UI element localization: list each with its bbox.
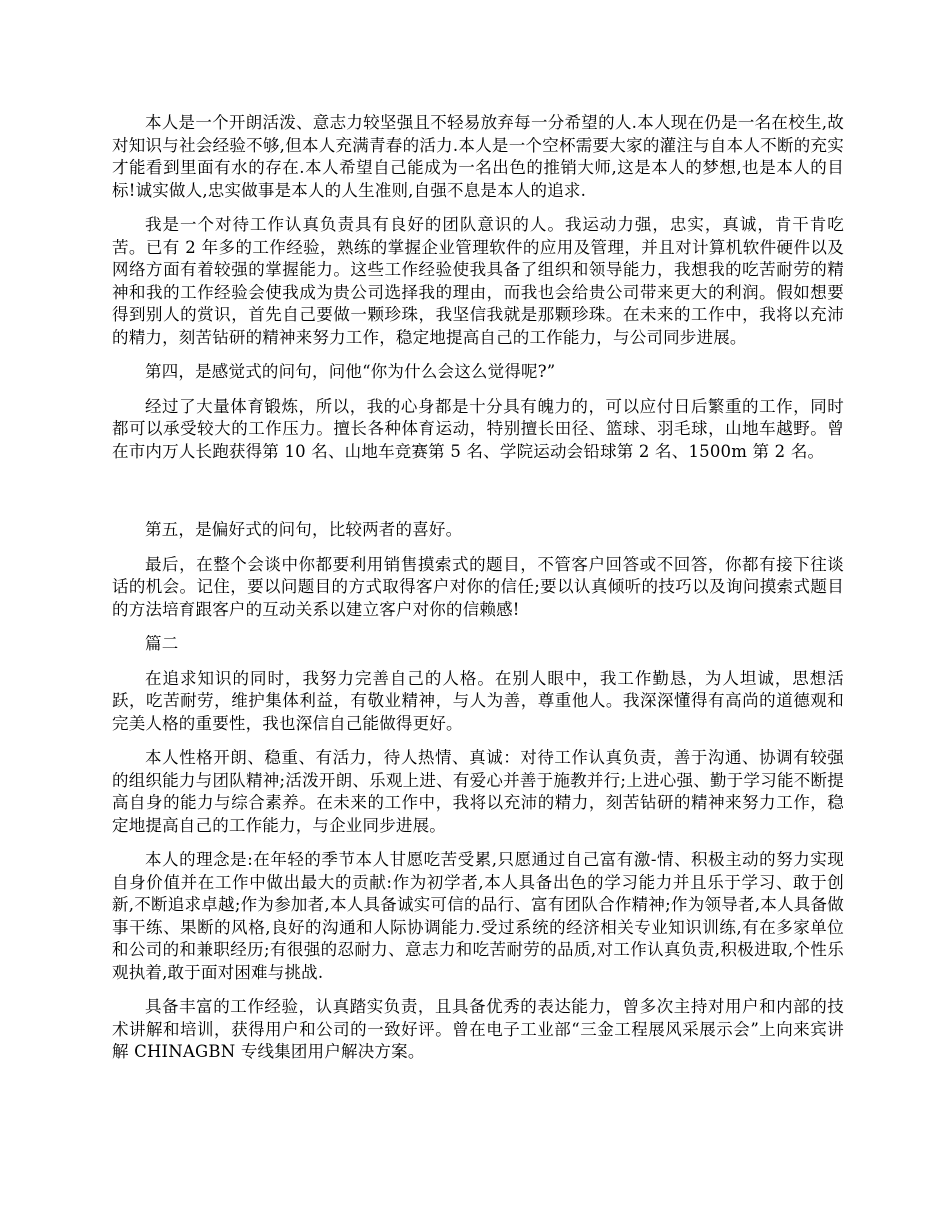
section-heading-part-two: 篇二 (145, 634, 179, 653)
paragraph-personality: 在追求知识的同时，我努力完善自己的人格。在别人眼中，我工作勤恳，为人坦诚，思想活跃，吃苦耐劳，维护集体利益，有敬业精神，与人为善，尊重他人。我深深懂得有高尚的道德观和完美人格的重要性，我也深信自己能做得更好。 (112, 668, 844, 733)
paragraph-self-intro: 本人是一个开朗活泼、意志力较坚强且不轻易放弃每一分希望的人.本人现在仍是一名在校生,故对知识与社会经验不够,但本人充满青春的活力.本人是一个空杯需要大家的灌注与自本人不断的充实才能看到里面有水的存在.本人希望自己能成为一名出色的推销大师,这是本人的梦想,也是本人的目标!诚实做人,忠实做事是本人的人生准则,自强不息是本人的追求. (112, 113, 844, 200)
document-page (112, 112, 844, 1076)
paragraph-fifth-question: 第五，是偏好式的问句，比较两者的喜好。 (145, 520, 463, 539)
blank-gap (112, 475, 844, 519)
paragraph-experience: 具备丰富的工作经验，认真踏实负责，且具备优秀的表达能力，曾多次主持对用户和内部的技术讲解和培训，获得用户和公司的一致好评。曾在电子工业部“三金工程展风采展示会”上向来宾讲解 CHINAGBN 专线集团用户解决方案。 (112, 997, 844, 1061)
paragraph-finally: 最后，在整个会谈中你都要利用销售摸索式的题目，不管客户回答或不回答，你都有接下往谈话的机会。记住，要以问题目的方式取得客户对你的信任;要以认真倾听的技巧以及询问摸索式题目的方法培育跟客户的互动关系以建立客户对你的信赖感! (112, 554, 844, 619)
paragraph-fourth-question: 第四，是感觉式的问句，问他“你为什么会这么觉得呢?” (145, 362, 556, 381)
paragraph-philosophy: 本人的理念是:在年轻的季节本人甘愿吃苦受累,只愿通过自己富有激-情、积极主动的努力实现自身价值并在工作中做出最大的贡献:作为初学者,本人具备出色的学习能力并且乐于学习、敢于创新,不断追求卓越;作为参加者,本人具备诚实可信的品行、富有团队合作精神;作为领导者,本人具备做事干练、果断的风格,良好的沟通和人际协调能力.受过系统的经济相关专业知识训练,有在多家单位和公司的和兼职经历;有很强的忍耐力、意志力和吃苦耐劳的品质,对工作认真负责,积极进取,个性乐观执着,敢于面对困难与挑战. (112, 850, 844, 982)
paragraph-work-attitude: 我是一个对待工作认真负责具有良好的团队意识的人。我运动力强，忠实，真诚，肯干肯吃苦。已有 2 年多的工作经验，熟练的掌握企业管理软件的应用及管理，并且对计算机软件硬件以及网络方面有着较强的掌握能力。这些工作经验使我具备了组织和领导能力，我想我的吃苦耐劳的精神和我的工作经验会使我成为贵公司选择我的理由，而我也会给贵公司带来更大的利润。假如想要得到别人的赏识，首先自己要做一颗珍珠，我坚信我就是那颗珍珠。在未来的工作中，我将以充沛的精力，刻苦钻研的精神来努力工作，稳定地提高自己的工作能力，与公司同步进展。 (112, 215, 844, 347)
paragraph-character: 本人性格开朗、稳重、有活力，待人热情、真诚：对待工作认真负责，善于沟通、协调有较强的组织能力与团队精神;活泼开朗、乐观上进、有爱心并善于施教并行;上进心强、勤于学习能不断提高自身的能力与综合素养。在未来的工作中，我将以充沛的精力，刻苦钻研的精神来努力工作，稳定地提高自己的工作能力，与企业同步进展。 (112, 748, 844, 835)
paragraph-sports: 经过了大量体育锻炼，所以，我的心身都是十分具有魄力的，可以应付日后繁重的工作，同时都可以承受较大的工作压力。擅长各种体育运动，特别擅长田径、篮球、羽毛球，山地车越野。曾在市内万人长跑获得第 10 名、山地车竞赛第 5 名、学院运动会铅球第 2 名、1500m 第 2 名。 (112, 396, 844, 461)
